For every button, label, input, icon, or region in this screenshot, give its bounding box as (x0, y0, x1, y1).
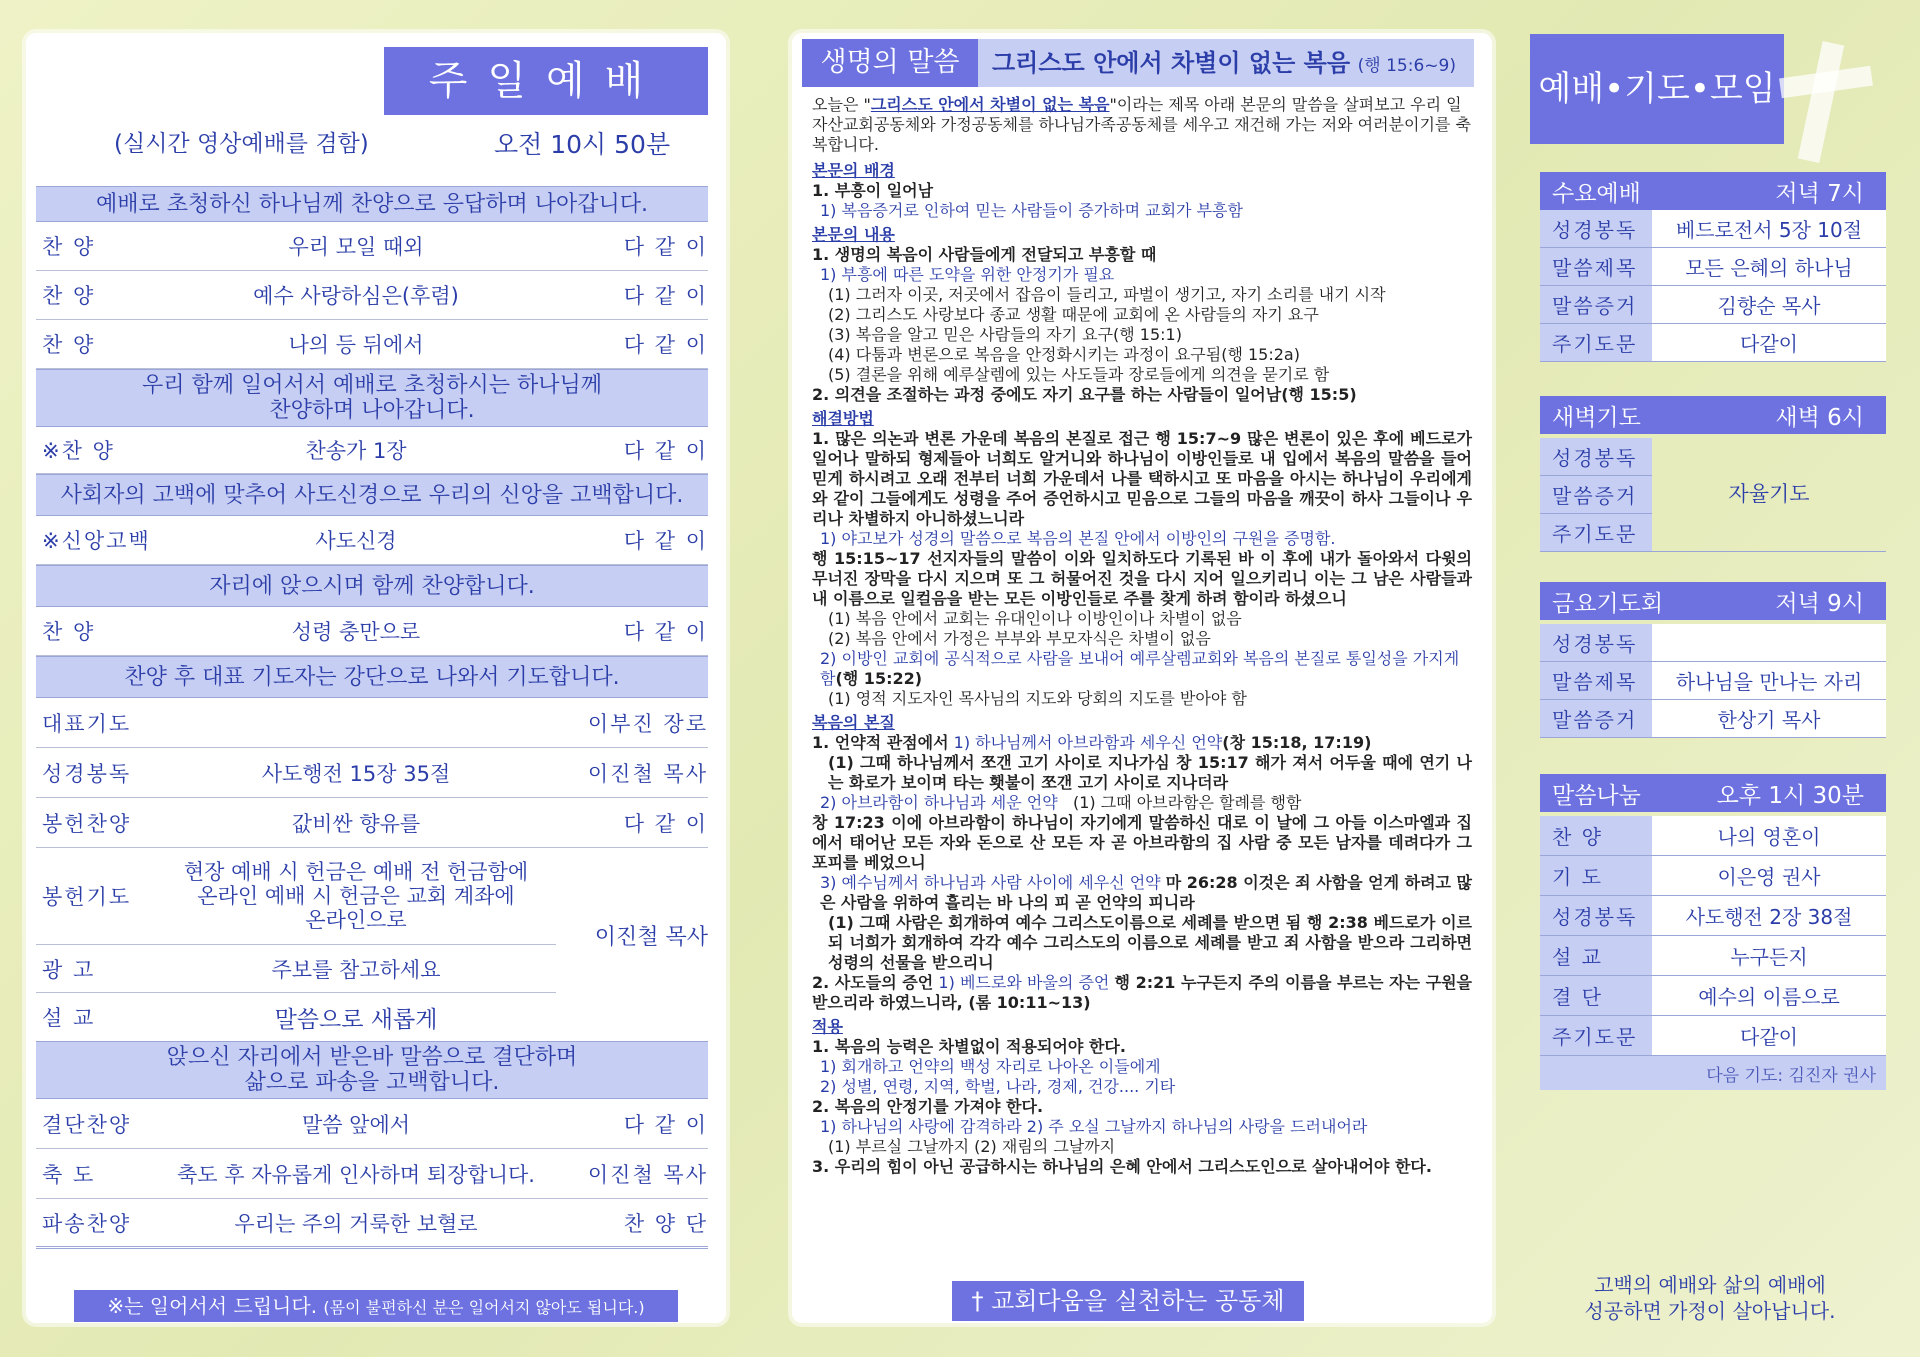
service-header: 수요예배 저녁 7시 (1540, 172, 1886, 210)
row-label: 광 고 (42, 957, 96, 982)
outline-point: (5) 결론을 위해 예루살렘에 있는 사도들과 장로들에게 의견을 묻기로 함 (828, 365, 1330, 384)
row-label: 성경봉독 (42, 761, 132, 786)
row-leader: 이진철 목사 (587, 1162, 708, 1187)
outline-heading: 본문의 내용 (812, 225, 895, 244)
row-content: 축도 후 자유롭게 인사하며 퇴장합니다. (177, 1162, 535, 1187)
outline-item: 3. 우리의 힘이 아닌 공급하시는 하나님의 은혜 안에서 그리스도인으로 살아내어야 한다. (812, 1157, 1432, 1176)
row-leader: 다 같 이 (623, 439, 708, 463)
row-content: 값비싼 향유를 (291, 811, 421, 836)
service-row: 찬 양 나의 영혼이 (1540, 816, 1886, 856)
row-label: 결단찬양 (42, 1112, 132, 1137)
section-header-line: 삶으로 파송을 고백합니다. (244, 1070, 500, 1095)
outline-item: 1. 많은 의논과 변론 가운데 복음의 본질로 접근 행 15:7~9 많은 변론이 있은 후에 베드로가 일어나 말하되 형제들아 너희도 알거니와 하나님이 이방인들로 내 입에서 복음의 말씀을 들어 믿게 하시려고 오래 전부터 너희 가운데서 나를 택하시고 또 마음을 아시는 하나님이 우리에게와 같이 그들에게도 성령을 주어 증언하시고 믿음으로 그들의 마음을 깨끗이 하사 그들이나 우리나 차별하지 아니하셨느니라 (812, 429, 1472, 528)
row-content: 나의 등 뒤에서 (288, 333, 424, 357)
service-row: 말씀증거 (1540, 476, 1652, 514)
dawn-rows (1540, 434, 1886, 552)
table-row (36, 607, 708, 656)
outline-subitem: 1) 하나님의 사랑에 감격하라 2) 주 오실 그날까지 하나님의 사랑을 드러내어라 (820, 1117, 1368, 1136)
outline-heading: 해결방법 (812, 409, 874, 428)
merged-rows-block (36, 848, 708, 1041)
closing-motto-line: 고백의 예배와 삶의 예배에 (1594, 1273, 1826, 1297)
outline-heading: 복음의 본질 (812, 713, 895, 732)
worship-time: 오전 10시 50분 (494, 130, 671, 159)
section-header: 찬양 후 대표 기도자는 강단으로 나와서 기도합니다. (36, 656, 708, 698)
dawn-labels (1540, 434, 1652, 552)
service-header: 새벽기도 새벽 6시 (1540, 396, 1886, 434)
table-row (36, 945, 556, 993)
table-row (36, 222, 708, 271)
sermon-title-text: 그리스도 안에서 차별이 없는 복음 (992, 49, 1350, 77)
outline-subitem: 2) 이방인 교회에 공식적으로 사람을 보내어 예루살렘교회와 복음의 본질로 통일성을 가지게 함(행 15:22) (820, 649, 1460, 688)
outline-point: (1) 복음 안에서 교회는 유대인이나 이방인이나 차별이 없음 (828, 609, 1242, 628)
outline-point: (1) 부르실 그날까지 (2) 재림의 그날까지 (828, 1137, 1116, 1156)
table-row (36, 516, 708, 565)
row-label: 설 교 (42, 1006, 96, 1030)
sermon-reference: (행 15:6~9) (1357, 56, 1456, 76)
section-header-line: 우리 함께 일어서서 예배로 초청하시는 하나님께 (141, 373, 602, 398)
order-of-worship (36, 186, 708, 1249)
row-leader: 다 같 이 (623, 235, 708, 259)
outline-point: (4) 다툼과 변론으로 복음을 안정화시키는 과정이 요구됨(행 15:2a) (828, 345, 1300, 364)
row-label: 축 도 (42, 1162, 96, 1187)
service-row: 결 단 예수의 이름으로 (1540, 976, 1886, 1016)
outline-point: (3) 복음을 알고 믿은 사람들의 자기 요구(행 15:1) (828, 325, 1182, 344)
service-row: 말씀증거 김향순 목사 (1540, 286, 1886, 324)
row-label: 찬 양 (42, 620, 96, 644)
section-header (36, 369, 708, 427)
closing-motto-line: 성공하면 가정이 살아납니다. (1584, 1299, 1836, 1323)
self-prayer: 자율기도 (1652, 434, 1886, 552)
closing-motto (1560, 1272, 1860, 1324)
row-leader: 다 같 이 (623, 1112, 708, 1137)
friday-prayer (1540, 582, 1886, 738)
offering-note-line: 온라인 예배 시 헌금은 교회 계좌에 (197, 884, 515, 908)
service-row: 주기도문 다같이 (1540, 1016, 1886, 1056)
sunday-worship-title: 주일예배 (384, 47, 708, 115)
row-content: 우리는 주의 거룩한 보혈로 (234, 1211, 478, 1236)
table-row (36, 427, 708, 474)
sermon-panel (792, 33, 1492, 1323)
live-stream-note: (실시간 영상예배를 겸함) (114, 131, 369, 157)
outline-point: (2) 그리스도 사랑보다 종교 생활 때문에 교회에 온 사람들의 자기 요구 (828, 305, 1319, 324)
word-of-life-label: 생명의 말씀 (802, 39, 978, 87)
offering-note-line: 현장 예배 시 헌금은 예배 전 헌금함에 (183, 860, 529, 884)
row-content: 성령 충만으로 (291, 620, 421, 644)
service-row: 성경봉독 베드로전서 5장 10절 (1540, 210, 1886, 248)
section-header-line: 앉으신 자리에서 받은바 말씀으로 결단하며 (166, 1045, 578, 1070)
outline-item: 1. 부흥이 일어남 (812, 181, 934, 200)
outline-subitem: 1) 야고보가 성경의 말씀으로 복음의 본질 안에서 이방인의 구원을 증명함. (820, 529, 1336, 548)
outline-subitem: 3) 예수님께서 하나님과 사람 사이에 세우신 언약 마 26:28 이것은 죄 사함을 얻게 하려고 많은 사람을 위하여 흘리는 바 나의 피 곧 언약의 피니라 (820, 873, 1473, 912)
sermon-outline (812, 95, 1472, 1177)
section-header-line: 찬양하며 나아갑니다. (269, 398, 475, 423)
row-content: 사도행전 15장 35절 (261, 761, 451, 786)
outline-point: (1) 그때 사람은 회개하여 예수 그리스도이름으로 세례를 받으면 됨 행 2:38 베드로가 이르되 너희가 회개하여 각각 예수 그리스도의 이름으로 세례를 받고 죄 사함을 받으라 그리하면 성령의 선물을 받으리니 (828, 913, 1472, 972)
table-row (36, 1199, 708, 1249)
service-row: 성경봉독 (1540, 438, 1652, 476)
row-leader: 다 같 이 (623, 529, 708, 553)
row-leader: 이진철 목사 (587, 761, 708, 786)
table-row (36, 993, 556, 1041)
service-row: 성경봉독 사도행전 2장 38절 (1540, 896, 1886, 936)
schedule-title: 예배•기도•모임 (1530, 34, 1784, 144)
table-row (36, 798, 708, 848)
outline-point: (1) 그러자 이곳, 저곳에서 잡음이 들리고, 파벌이 생기고, 자기 소리를 내기 시작 (828, 285, 1386, 304)
sunday-worship-panel (26, 33, 726, 1323)
section-header: 예배로 초청하신 하나님께 찬양으로 응답하며 나아갑니다. (36, 186, 708, 222)
service-row: 설 교 누구든지 (1540, 936, 1886, 976)
row-leader: 찬 양 단 (623, 1211, 708, 1236)
row-content: 사도신경 (315, 529, 397, 553)
service-row: 말씀증거 한상기 목사 (1540, 700, 1886, 738)
next-prayer-note: 다음 기도: 김진자 권사 (1540, 1056, 1886, 1090)
outline-point: (2) 복음 안에서 가정은 부부와 부모자식은 차별이 없음 (828, 629, 1211, 648)
word-sharing (1540, 774, 1886, 1090)
outline-heading: 적용 (812, 1017, 843, 1036)
row-leader: 다 같 이 (623, 333, 708, 357)
wednesday-service (1540, 172, 1886, 362)
row-label: 대표기도 (42, 711, 132, 736)
outline-subitem: 2) 아브라함이 하나님과 세운 언약 (1) 그때 아브라함은 할례를 행함 (820, 793, 1302, 812)
table-row (36, 320, 708, 369)
section-header: 사회자의 고백에 맞추어 사도신경으로 우리의 신앙을 고백합니다. (36, 474, 708, 516)
outline-item: 1. 언약적 관점에서 1) 하나님께서 아브라함과 세우신 언약(창 15:18, 17:19) (812, 733, 1372, 752)
row-label: 찬 양 (42, 333, 96, 357)
outline-item: 2. 복음의 안정기를 가져야 한다. (812, 1097, 1044, 1116)
row-label: 봉헌찬양 (42, 811, 132, 836)
row-label: ※신앙고백 (42, 529, 151, 553)
preacher-name: 이진철 목사 (594, 925, 708, 950)
standing-note-text: ※는 일어서서 드립니다. (107, 1294, 318, 1318)
scripture-quote: 창 17:23 이에 아브라함이 하나님이 자기에게 말씀하신 대로 이 날에 그 아들 이스마엘과 집에서 태어난 모든 자와 돈으로 산 모든 자 곧 아브라함의 집 사람 중 모든 남자를 데려다가 그 포피를 베었으니 (812, 813, 1472, 872)
service-row: 성경봉독 (1540, 624, 1886, 662)
row-leader: 다 같 이 (623, 620, 708, 644)
intro-paragraph: 오늘은 "그리스도 안에서 차별이 없는 복음"이라는 제목 아래 본문의 말씀을 살펴보고 우리 일자산교회공동체와 가정공동체를 하나님가족공동체를 세우고 재건해 가는 저와 여러분이기를 축복합니다. (812, 95, 1471, 154)
row-leader: 다 같 이 (623, 284, 708, 308)
service-row: 말씀제목 모든 은혜의 하나님 (1540, 248, 1886, 286)
outline-point: (1) 영적 지도자인 목사님의 지도와 당회의 지도를 받아야 함 (828, 689, 1247, 708)
row-label: 파송찬양 (42, 1211, 132, 1236)
scripture-quote: 행 15:15~17 선지자들의 말씀이 이와 일치하도다 기록된 바 이 후에 내가 돌아와서 다윗의 무너진 장막을 다시 지으며 또 그 허물어진 것을 다시 지어 일으키리니 이는 그 남은 사람들과 내 이름으로 일컬음을 받는 모든 이방인들로 주를 찾게 하려 함이라 하셨으니 (812, 549, 1472, 608)
table-row (36, 848, 556, 945)
section-header: 자리에 앉으시며 함께 찬양합니다. (36, 565, 708, 607)
section-header (36, 1041, 708, 1099)
service-row: 말씀제목 하나님을 만나는 자리 (1540, 662, 1886, 700)
table-row (36, 271, 708, 320)
standing-note (74, 1290, 678, 1322)
table-row (36, 1099, 708, 1149)
service-header: 말씀나눔 오후 1시 30분 (1540, 774, 1886, 812)
outline-item: 2. 의견을 조절하는 과정 중에도 자기 요구를 하는 사람들이 일어남(행 15:5) (812, 385, 1357, 404)
service-row: 주기도문 다같이 (1540, 324, 1886, 362)
outline-item: 1. 생명의 복음이 사람들에게 전달되고 부흥할 때 (812, 245, 1157, 264)
church-motto: † 교회다움을 실천하는 공동체 (952, 1281, 1304, 1321)
service-row: 주기도문 (1540, 514, 1652, 552)
row-label: 찬 양 (42, 284, 96, 308)
intro-title: 그리스도 안에서 차별이 없는 복음 (870, 95, 1110, 114)
row-label: 봉헌기도 (42, 885, 132, 909)
row-leader: 다 같 이 (623, 811, 708, 836)
offering-note-line: 온라인으로 (305, 908, 407, 932)
outline-subitem: 2) 성별, 연령, 지역, 학벌, 나라, 경제, 건강.... 기타 (820, 1077, 1176, 1096)
outline-subitem: 1) 복음증거로 인하여 믿는 사람들이 증가하며 교회가 부흥함 (820, 201, 1243, 220)
table-row (36, 1149, 708, 1199)
row-content: 주보를 참고하세요 (271, 957, 441, 982)
dawn-prayer (1540, 396, 1886, 552)
row-label: 찬 양 (42, 235, 96, 259)
table-row (36, 748, 708, 798)
sermon-title (978, 39, 1474, 87)
outline-item: 1. 복음의 능력은 차별없이 적용되어야 한다. (812, 1037, 1126, 1056)
outline-subitem: 1) 부흥에 따른 도약을 위한 안정기가 필요 (820, 265, 1115, 284)
row-content: 찬송가 1장 (305, 439, 407, 463)
row-content: 예수 사랑하심은(후렴) (253, 284, 459, 308)
row-content: 말씀으로 새롭게 (274, 1006, 438, 1033)
row-content: 우리 모일 때외 (288, 235, 424, 259)
row-leader: 이부진 장로 (587, 711, 708, 736)
service-row: 기 도 이은영 권사 (1540, 856, 1886, 896)
row-content (156, 860, 556, 932)
outline-point: (1) 그때 하나님께서 쪼갠 고기 사이로 지나가심 창 15:17 해가 져서 어두울 때에 연기 나는 화로가 보이며 타는 횃불이 쪼갠 고기 사이로 지나더라 (828, 753, 1472, 792)
outline-heading: 본문의 배경 (812, 161, 895, 180)
standing-note-small: (몸이 불편하신 분은 일어서지 않아도 됩니다.) (323, 1298, 645, 1317)
service-header: 금요기도회 저녁 9시 (1540, 582, 1886, 620)
table-row (36, 698, 708, 748)
outline-item: 2. 사도들의 증언 1) 베드로와 바울의 증언 행 2:21 누구든지 주의 이름을 부르는 자는 구원을 받으리라 하였느니라, (롬 10:11~13) (812, 973, 1472, 1012)
row-content: 말씀 앞에서 (301, 1112, 411, 1137)
row-label: ※찬 양 (42, 439, 115, 463)
outline-subitem: 1) 회개하고 언약의 백성 자리로 나아온 이들에게 (820, 1057, 1161, 1076)
